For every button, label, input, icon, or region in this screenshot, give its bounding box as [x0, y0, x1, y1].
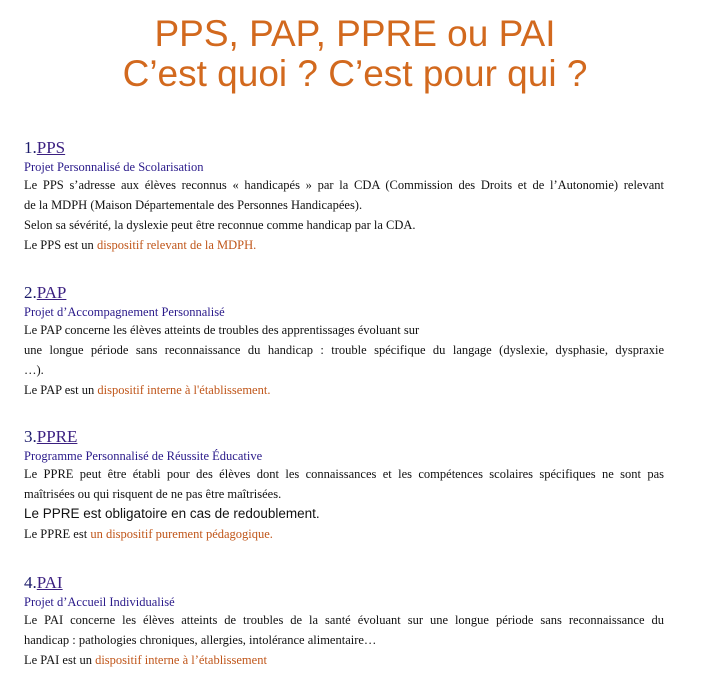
- page-title-line-2: C’est quoi ? C’est pour qui ?: [122, 53, 588, 94]
- paragraph-line: Le PPS s’adresse aux élèves reconnus « handicapés » par la CDA (Commission des Droits et de l’Autonomie) relevant: [24, 178, 664, 192]
- section-acronym-link[interactable]: PAP: [36, 283, 67, 302]
- section-pps: [24, 138, 664, 255]
- page-title-line-1: PPS, PAP, PPRE ou PAI: [154, 13, 556, 54]
- section-heading: [24, 283, 664, 303]
- section-number: 3.: [24, 427, 37, 446]
- section-number: 4.: [24, 573, 37, 592]
- paragraph-line: maîtrisées ou qui risquent de ne pas être maîtrisées.: [24, 487, 282, 501]
- paragraph-line: Selon sa sévérité, la dyslexie peut être reconnue comme handicap par la CDA.: [24, 218, 416, 232]
- paragraph-line: Le PAP concerne les élèves atteints de troubles des apprentissages évoluant sur: [24, 323, 420, 337]
- paragraph-line: handicap : pathologies chroniques, allergies, intolérance alimentaire…: [24, 633, 377, 647]
- section-conclusion: [24, 650, 664, 670]
- paragraph-line: une longue période sans reconnaissance du handicap : trouble spécifique du langage (dyslexie, dysphasie, dyspraxie: [24, 343, 664, 357]
- conclusion-prefix: Le PAP est un: [24, 383, 98, 397]
- conclusion-highlight: dispositif interne à l’établissement: [95, 653, 267, 667]
- section-fullname: Programme Personnalisé de Réussite Éducative: [24, 449, 263, 463]
- section-heading: [24, 138, 664, 158]
- conclusion-prefix: Le PAI est un: [24, 653, 96, 667]
- section-fullname: Projet Personnalisé de Scolarisation: [24, 160, 204, 174]
- section-acronym-link[interactable]: PPRE: [36, 427, 78, 446]
- section-number: 1.: [24, 138, 37, 157]
- paragraph-line: …).: [24, 363, 44, 377]
- section-fullname: Projet d’Accompagnement Personnalisé: [24, 305, 225, 319]
- conclusion-prefix: Le PPRE est: [24, 527, 91, 541]
- section-conclusion: [24, 524, 664, 544]
- section-pai: [24, 573, 664, 670]
- conclusion-highlight: dispositif interne à l'établissement.: [97, 383, 271, 397]
- conclusion-highlight: dispositif relevant de la MDPH.: [96, 238, 257, 252]
- section-number: 2.: [24, 283, 37, 302]
- section-ppre: [24, 427, 664, 544]
- section-fullname: Projet d’Accueil Individualisé: [24, 595, 175, 609]
- section-conclusion: [24, 380, 664, 400]
- section-acronym-link[interactable]: PAI: [36, 573, 63, 592]
- conclusion-highlight: un dispositif purement pédagogique.: [90, 527, 273, 541]
- paragraph-line: Le PAI concerne les élèves atteints de troubles de la santé évoluant sur une longue période sans reconnaissance du: [24, 613, 664, 627]
- conclusion-prefix: Le PPS est un: [24, 238, 97, 252]
- section-heading: [24, 573, 664, 593]
- section-pap: [24, 283, 664, 400]
- section-heading: [24, 427, 664, 447]
- paragraph-line: de la MDPH (Maison Départementale des Personnes Handicapées).: [24, 198, 363, 212]
- section-note: Le PPRE est obligatoire en cas de redoublement.: [24, 506, 320, 521]
- section-conclusion: [24, 235, 664, 255]
- section-acronym-link[interactable]: PPS: [36, 138, 66, 157]
- paragraph-line: Le PPRE peut être établi pour des élèves dont les connaissances et les compétences scolaires spécifiques ne sont pas: [24, 467, 664, 481]
